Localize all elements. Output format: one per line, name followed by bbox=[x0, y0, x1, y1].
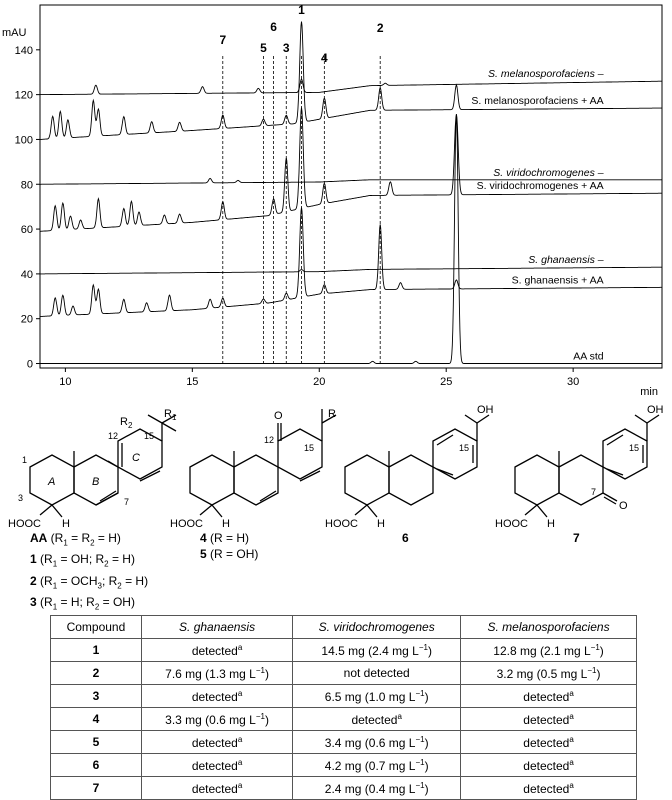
table-row bbox=[51, 777, 637, 800]
yield-cell: 2.4 mg (0.4 mg $L^{-1}$) bbox=[293, 777, 461, 800]
c1-line: 1 ($R_1$ = OH; $R_2 = H$) bbox=[30, 552, 135, 569]
c2-line: 2 ($R_1 = OCH_3$; $R_2 = H$) bbox=[30, 573, 149, 591]
col-viridochromogenes: S. viridochromogenes bbox=[293, 616, 461, 639]
label-c7: 7 bbox=[591, 487, 597, 497]
yield-cell: detected$^a$ bbox=[141, 754, 292, 777]
peak-marker-label: 1 bbox=[298, 3, 305, 17]
label-oh: OH bbox=[647, 405, 664, 416]
structure-4-5 bbox=[170, 405, 340, 535]
peak-marker-label: 2 bbox=[376, 21, 384, 35]
compound-cell: 1 bbox=[51, 639, 142, 662]
y-tick-label: 140 bbox=[14, 44, 33, 57]
structure-aa-legend bbox=[30, 530, 148, 616]
peak-marker-label: 4 bbox=[320, 51, 328, 65]
x-tick-label: 15 bbox=[186, 376, 199, 388]
compound-cell: 7 bbox=[51, 777, 142, 800]
trace-label: S. ghanaensis – bbox=[528, 254, 604, 267]
c3-line: 3 ($R_1 = H$; $R_2 = OH$) bbox=[30, 595, 135, 612]
y-tick-label: 60 bbox=[20, 224, 33, 237]
label-c7: 7 bbox=[124, 497, 130, 507]
label-c15: 15 bbox=[459, 443, 470, 453]
label-hooc: HOOC bbox=[495, 518, 528, 530]
trace-line bbox=[40, 22, 662, 140]
label-r1: $R_1$ bbox=[164, 408, 177, 422]
table-row bbox=[51, 708, 637, 731]
trace-line bbox=[40, 115, 662, 364]
ring-c: C bbox=[132, 452, 140, 464]
table-body bbox=[51, 639, 637, 800]
label-c1: 1 bbox=[22, 455, 28, 465]
yield-cell: not detected bbox=[293, 662, 461, 685]
trace-label: S. melanosporofaciens – bbox=[488, 68, 604, 81]
table-row bbox=[51, 639, 637, 662]
label-hooc: HOOC bbox=[170, 518, 203, 530]
col-compound: Compound bbox=[51, 616, 142, 639]
x-tick-label: 10 bbox=[59, 376, 72, 388]
yield-cell: 3.2 mg (0.5 mg $L^{-1}$) bbox=[461, 662, 637, 685]
yield-cell: 14.5 mg (2.4 mg $L^{-1}$) bbox=[293, 639, 461, 662]
structure-45-legend bbox=[200, 530, 258, 562]
yield-cell: detected$^a$ bbox=[461, 708, 637, 731]
trace-label: AA std bbox=[573, 350, 604, 363]
y-tick-label: 100 bbox=[14, 134, 33, 147]
yield-cell: detected$^a$ bbox=[141, 777, 292, 800]
c5-line: 5 (R = OH) bbox=[200, 547, 259, 561]
label-ketone-o: O bbox=[619, 500, 628, 512]
trace-label: S. melanosporofaciens + AA bbox=[471, 95, 604, 108]
aa-line: AA $(R_1 = R_2 = H)$ bbox=[30, 531, 121, 548]
label-r2: $R_2$ bbox=[120, 416, 133, 430]
yield-cell: 12.8 mg (2.1 mg $L^{-1}$) bbox=[461, 639, 637, 662]
yield-cell: 3.3 mg (0.6 mg $L^{-1}$) bbox=[141, 708, 292, 731]
structure-7 bbox=[495, 405, 672, 535]
label-c12: 12 bbox=[264, 435, 275, 445]
col-melanosporofaciens: S. melanosporofaciens bbox=[461, 616, 637, 639]
label-h: H bbox=[547, 518, 555, 530]
trace-line bbox=[40, 79, 662, 95]
y-tick-label: 120 bbox=[14, 89, 33, 102]
compound-cell: 4 bbox=[51, 708, 142, 731]
structure-7-legend: 7 bbox=[573, 531, 580, 545]
trace-label: S. ghanaensis + AA bbox=[511, 274, 604, 287]
yield-table-wrap bbox=[50, 615, 637, 800]
table-row bbox=[51, 662, 637, 685]
yield-cell: detected$^a$ bbox=[141, 685, 292, 708]
structure-6-legend: 6 bbox=[402, 531, 409, 545]
table-row bbox=[51, 731, 637, 754]
trace-labels bbox=[471, 68, 603, 362]
c4-line: 4 (R = H) bbox=[200, 531, 250, 545]
chart-axes bbox=[2, 5, 662, 398]
label-hooc: HOOC bbox=[325, 518, 358, 530]
label-h: H bbox=[377, 518, 385, 530]
col-ghanaensis: S. ghanaensis bbox=[141, 616, 292, 639]
yield-cell: detected$^a$ bbox=[141, 639, 292, 662]
compound-cell: 2 bbox=[51, 662, 142, 685]
table-row bbox=[51, 754, 637, 777]
trace-line bbox=[40, 267, 662, 274]
label-h: H bbox=[222, 518, 230, 530]
label-oxo: O bbox=[274, 410, 283, 422]
peak-marker-label: 6 bbox=[270, 20, 277, 34]
yield-cell: 4.2 mg (0.7 mg $L^{-1}$) bbox=[293, 754, 461, 777]
compound-cell: 6 bbox=[51, 754, 142, 777]
x-tick-label: 20 bbox=[313, 376, 326, 388]
yield-cell: 3.4 mg (0.6 mg $L^{-1}$) bbox=[293, 731, 461, 754]
x-tick-label: 30 bbox=[567, 376, 580, 388]
x-tick-label: 25 bbox=[440, 376, 453, 388]
trace-label: S. viridochromogenes + AA bbox=[476, 180, 604, 193]
label-h: H bbox=[62, 518, 70, 530]
yield-cell: 6.5 mg (1.0 mg $L^{-1}$) bbox=[293, 685, 461, 708]
yield-cell: detected$^a$ bbox=[461, 685, 637, 708]
yield-table bbox=[50, 615, 637, 800]
yield-cell: detected$^a$ bbox=[461, 731, 637, 754]
structure-6 bbox=[325, 405, 495, 535]
label-c12: 12 bbox=[108, 431, 119, 441]
table-row bbox=[51, 685, 637, 708]
compound-cell: 5 bbox=[51, 731, 142, 754]
label-oh: OH bbox=[477, 405, 494, 416]
label-r: R bbox=[328, 408, 336, 420]
peak-markers bbox=[219, 3, 383, 364]
y-tick-label: 40 bbox=[20, 268, 33, 281]
yield-cell: 7.6 mg (1.3 mg $L^{-1}$) bbox=[141, 662, 292, 685]
peak-marker-label: 7 bbox=[219, 33, 227, 47]
y-axis-label: mAU bbox=[2, 27, 27, 39]
label-c15: 15 bbox=[304, 443, 315, 453]
y-tick-label: 80 bbox=[20, 179, 33, 192]
peak-marker-label: 5 bbox=[260, 41, 267, 55]
yield-cell: detected$^a$ bbox=[293, 708, 461, 731]
y-tick-label: 0 bbox=[26, 358, 33, 371]
label-c15: 15 bbox=[144, 431, 155, 441]
label-c15: 15 bbox=[629, 443, 640, 453]
peak-marker-label: 3 bbox=[282, 41, 290, 55]
trace-label: S. viridochromogenes – bbox=[493, 166, 604, 179]
compound-cell: 3 bbox=[51, 685, 142, 708]
y-tick-label: 20 bbox=[20, 313, 33, 326]
yield-cell: detected$^a$ bbox=[141, 731, 292, 754]
ring-a: A bbox=[48, 476, 56, 488]
structure-aa bbox=[0, 405, 180, 535]
label-hooc: HOOC bbox=[8, 518, 41, 530]
yield-cell: detected$^a$ bbox=[461, 777, 637, 800]
ring-b: B bbox=[92, 476, 100, 488]
x-axis-label: min bbox=[640, 386, 658, 398]
yield-cell: detected$^a$ bbox=[461, 754, 637, 777]
label-c3: 3 bbox=[18, 493, 24, 503]
table-header-row bbox=[51, 616, 637, 639]
